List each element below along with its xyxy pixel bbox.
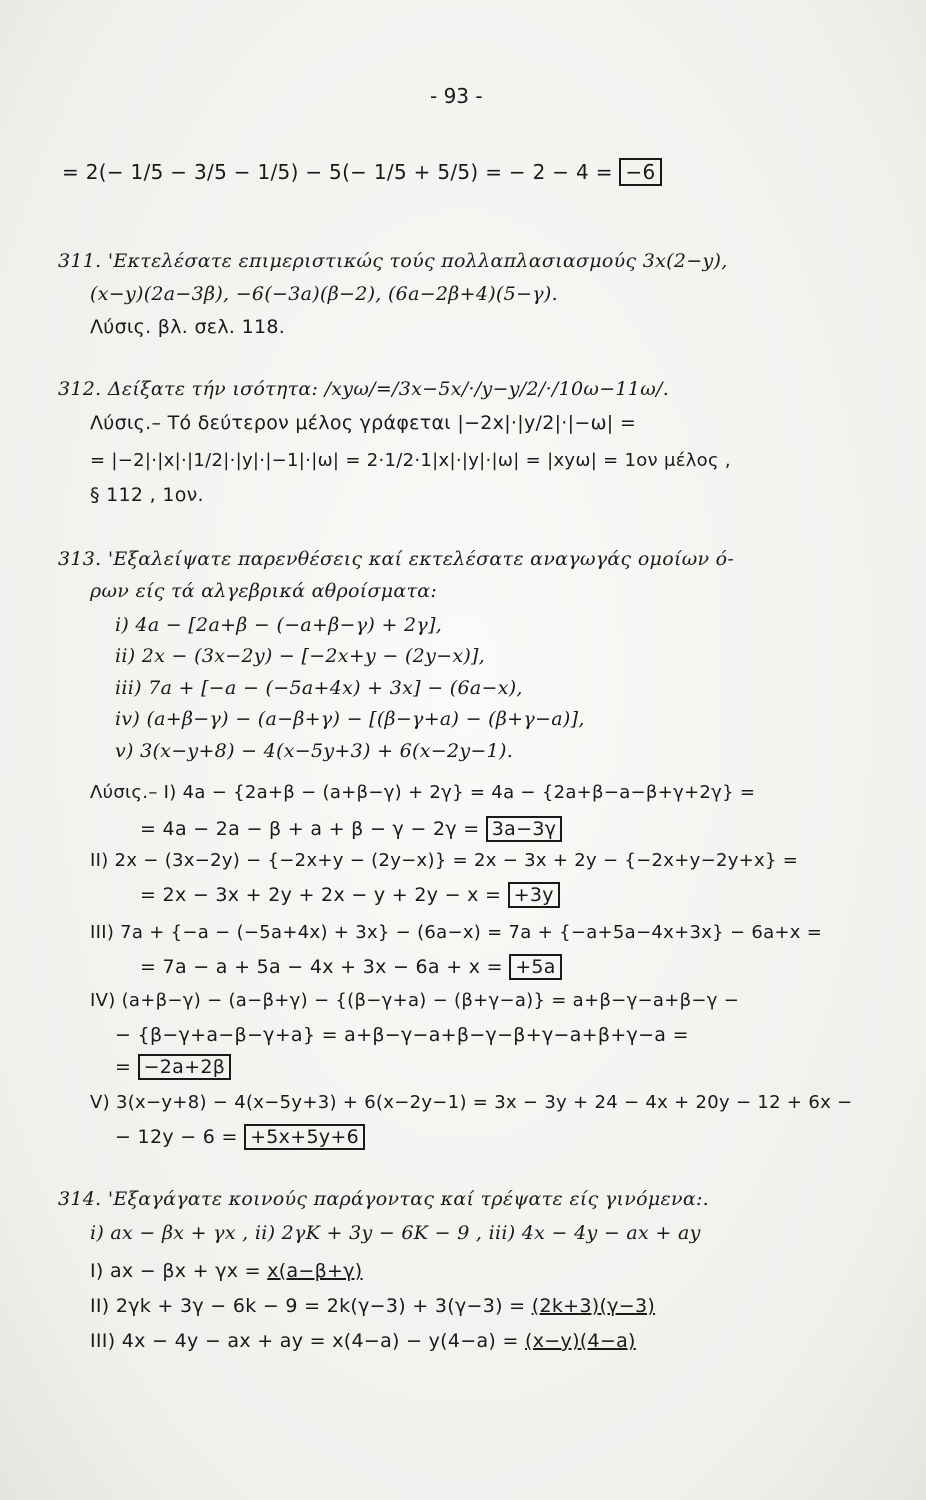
ex314-sol2: II) 2γk + 3γ − 6k − 9 = 2k(γ−3) + 3(γ−3) =: [90, 1295, 526, 1317]
ex313-line2: ρων είς τά αλγεβρικά αθροίσματα:: [90, 580, 438, 602]
ex313-answer5-box: +5x+5y+6: [244, 1124, 365, 1150]
ex313-sol5b: − 12y − 6 =: [115, 1126, 238, 1148]
ex313-sol2b: = 2x − 3x + 2y + 2x − y + 2y − x =: [140, 884, 502, 906]
ex314-answer2: (2k+3)(γ−3): [531, 1295, 656, 1317]
ex313-item-v: v) 3(x−y+8) − 4(x−5y+3) + 6(x−2y−1).: [115, 740, 514, 762]
ex313-sol1a: Λύσις.– I) 4a − {2a+β − (a+β−γ) + 2γ} = 4a − {2a+β−a−β+γ+2γ} =: [90, 782, 756, 803]
ex314-sol3: III) 4x − 4y − ax + ay = x(4−a) − y(4−a) =: [90, 1330, 519, 1352]
ex311-solution: Λύσις. βλ. σελ. 118.: [90, 316, 286, 338]
ex313-item-ii: ii) 2x − (3x−2y) − [−2x+y − (2y−x)],: [115, 645, 486, 667]
ex313-sol1b-line: [140, 818, 562, 840]
ex313-answer3-box: +5a: [509, 954, 562, 980]
ex313-sol2a: II) 2x − (3x−2y) − {−2x+y − (2y−x)} = 2x − 3x + 2y − {−2x+y−2y+x} =: [90, 850, 799, 871]
ex313-item-i: i) 4a − [2a+β − (−a+β−γ) + 2γ],: [115, 614, 443, 636]
ex313-sol3a: III) 7a + {−a − (−5a+4x) + 3x} − (6a−x) = 7a + {−a+5a−4x+3x} − 6a+x =: [90, 922, 823, 943]
ex313-sol4c-line: [115, 1056, 231, 1078]
page-number: - 93 -: [430, 84, 483, 108]
ex312-line2: Λύσις.– Τό δεύτερον μέλος γράφεται |−2x|·|y/2|·|−ω| =: [90, 412, 637, 434]
ex313-sol5a: V) 3(x−y+8) − 4(x−5y+3) + 6(x−2y−1) = 3x − 3y + 24 − 4x + 20y − 12 + 6x −: [90, 1092, 853, 1113]
ex313-sol4c: =: [115, 1056, 132, 1078]
ex311-line2: (x−y)(2a−3β), −6(−3a)(β−2), (6a−2β+4)(5−γ).: [90, 283, 558, 305]
ex313-sol5b-line: [115, 1126, 365, 1148]
ex312-line1: 312. Δείξατε τήν ισότητα: /xyω/=/3x−5x/·/y−y/2/·/10ω−11ω/.: [58, 378, 670, 400]
ex314-answer1: x(a−β+γ): [267, 1260, 363, 1282]
ex314-sol1-line: [90, 1260, 363, 1282]
carry-over-answer-box: −6: [619, 158, 661, 186]
ex314-answer3: (x−y)(4−a): [525, 1330, 636, 1352]
ex313-item-iv: iv) (a+β−γ) − (a−β+γ) − [(β−γ+a) − (β+γ−a)],: [115, 708, 585, 730]
ex313-sol3b-line: [140, 956, 562, 978]
ex314-line1: 314. 'Εξαγάγατε κοινούς παράγοντας καί τρέψατε είς γινόμενα:.: [58, 1188, 710, 1210]
ex314-sol3-line: [90, 1330, 636, 1352]
ex314-sol2-line: [90, 1295, 655, 1317]
ex313-answer4-box: −2a+2β: [138, 1054, 232, 1080]
carry-over-expression: = 2(− 1/5 − 3/5 − 1/5) − 5(− 1/5 + 5/5) = − 2 − 4 =: [62, 160, 613, 184]
ex313-sol4a: IV) (a+β−γ) − (a−β+γ) − {(β−γ+a) − (β+γ−a)} = a+β−γ−a+β−γ −: [90, 990, 740, 1011]
ex313-line1: 313. 'Εξαλείψατε παρενθέσεις καί εκτελέσατε αναγωγάς ομοίων ό-: [58, 548, 735, 570]
ex313-answer2-box: +3y: [508, 882, 560, 908]
ex313-sol1b: = 4a − 2a − β + a + β − γ − 2γ =: [140, 818, 480, 840]
carry-over-line: [62, 160, 662, 184]
ex312-line3: = |−2|·|x|·|1/2|·|y|·|−1|·|ω| = 2·1/2·1|x|·|y|·|ω| = |xyω| = 1ον μέλος ,: [90, 450, 731, 471]
ex313-sol4b: − {β−γ+a−β−γ+a} = a+β−γ−a+β−γ−β+γ−a+β+γ−a =: [115, 1024, 689, 1046]
ex314-line2: i) ax − βx + γx , ii) 2γK + 3y − 6K − 9 , iii) 4x − 4y − ax + ay: [90, 1222, 701, 1244]
ex313-item-iii: iii) 7a + [−a − (−5a+4x) + 3x] − (6a−x),: [115, 677, 523, 699]
ex313-sol3b: = 7a − a + 5a − 4x + 3x − 6a + x =: [140, 956, 503, 978]
ex313-answer1-box: 3a−3γ: [486, 816, 562, 842]
ex312-line4: § 112 , 1ον.: [90, 484, 204, 506]
ex311-line1: 311. 'Εκτελέσατε επιμεριστικώς τούς πολλαπλασιασμούς 3x(2−y),: [58, 250, 728, 272]
ex313-sol2b-line: [140, 884, 560, 906]
ex314-sol1: I) ax − βx + γx =: [90, 1260, 261, 1282]
